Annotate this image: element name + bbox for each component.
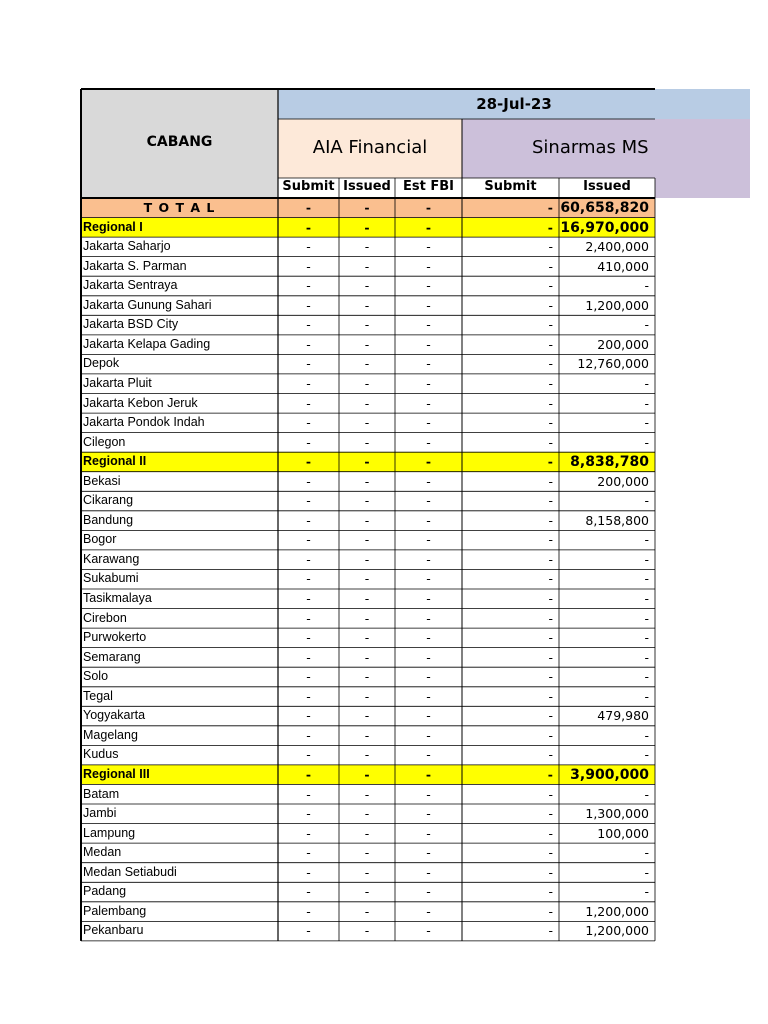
cell-issued2: - [644,591,649,606]
cell-issued2: 60,658,820 [560,200,649,216]
cell-issued2: 1,300,000 [585,806,649,822]
cell-submit: - [306,512,311,528]
cell-issued: - [364,297,370,313]
cell-submit: - [306,786,311,802]
cell-submit2: - [548,258,553,274]
branch-name: Regional I [83,219,143,234]
cell-submit2: - [548,317,553,333]
cell-issued2: - [644,532,649,548]
cell-submit: - [306,825,311,841]
cell-submit: - [306,610,311,626]
cell-issued2: - [644,415,649,431]
cell-issued2: - [644,845,649,861]
cell-issued2: 200,000 [597,473,649,489]
branch-name: Cirebon [83,610,127,625]
cell-est-fbi: - [426,493,431,509]
cell-issued2: - [644,395,649,411]
cell-est-fbi: - [426,630,431,646]
cell-issued: - [364,669,370,685]
branch-name: Regional II [83,454,147,469]
cell-issued: - [364,708,370,724]
cell-issued: - [364,884,370,900]
branch-name: Jakarta Kelapa Gading [83,336,211,351]
cell-submit2: - [548,532,553,548]
cell-submit: - [306,884,311,900]
branch-name: Tegal [83,688,113,703]
cell-submit2: - [548,493,553,509]
cell-submit2: - [548,806,553,822]
cell-submit2: - [548,669,553,685]
cell-issued2: 100,000 [597,825,649,841]
cell-est-fbi: - [426,884,431,900]
cell-est-fbi: - [426,649,431,665]
cell-submit2: - [548,356,553,372]
branch-name: Medan Setiabudi [83,864,177,879]
cell-issued: - [364,512,370,528]
cell-submit: - [306,336,311,352]
cell-submit: - [306,375,311,391]
cell-submit2: - [548,591,553,606]
cell-submit2: - [548,239,553,255]
cell-submit2: - [548,903,553,919]
cell-submit2: - [548,630,553,646]
branch-name: Palembang [83,903,147,918]
cell-est-fbi: - [426,571,431,587]
cell-issued2: - [644,317,649,333]
cell-submit: - [306,727,311,743]
cell-issued2: 8,158,800 [585,512,649,528]
cell-submit2: - [548,297,553,313]
branch-name: Yogyakarta [83,708,146,723]
cell-submit: - [306,688,311,704]
cell-submit: - [306,317,311,333]
cell-issued2: 410,000 [597,258,649,274]
cell-submit: - [306,395,311,411]
cell-issued: - [364,825,370,841]
branch-name: Jakarta Gunung Sahari [83,297,212,312]
cell-submit: - [305,766,312,782]
cell-est-fbi: - [426,512,431,528]
cell-submit: - [306,649,311,665]
cell-submit: - [306,356,311,372]
cell-issued: - [364,239,370,255]
cell-issued: - [364,766,370,782]
cell-submit2: - [548,923,553,939]
cell-issued2: - [644,649,649,665]
branch-name: Jakarta BSD City [83,317,179,332]
branch-name: Jakarta S. Parman [83,258,187,273]
cell-issued2: - [644,669,649,685]
cell-submit: - [306,708,311,724]
cell-submit2: - [548,747,553,763]
cell-issued: - [364,219,370,235]
col-issued-sinarmas: Issued [583,179,631,194]
cell-est-fbi: - [426,669,431,685]
cell-est-fbi: - [426,845,431,861]
cell-issued: - [364,454,370,470]
cell-submit2: - [548,473,553,489]
cell-submit2: - [548,708,553,724]
cell-submit2: - [548,688,553,704]
cell-issued2: - [644,434,649,450]
cell-est-fbi: - [426,395,431,411]
cell-submit2: - [547,219,553,235]
cell-issued: - [364,317,370,333]
cell-submit2: - [548,727,553,743]
cell-submit: - [306,297,311,313]
cell-est-fbi: - [426,532,431,548]
cell-est-fbi: - [426,923,431,939]
cell-issued2: - [644,278,649,294]
cell-issued: - [364,786,370,802]
branch-name: Jakarta Sentraya [83,278,178,293]
cell-submit2: - [548,864,553,880]
cell-submit: - [306,923,311,939]
cell-est-fbi: - [426,708,431,724]
branch-name: Cikarang [83,493,134,508]
cell-issued2: - [644,688,649,704]
cell-est-fbi: - [426,375,431,391]
cell-issued2: 1,200,000 [585,923,649,939]
cell-issued: - [364,200,370,215]
cell-est-fbi: - [426,336,431,352]
cell-submit2: - [547,766,553,782]
col-submit-sinarmas: Submit [484,179,537,194]
cell-est-fbi: - [426,473,431,489]
cell-submit2: - [548,551,553,567]
cell-est-fbi: - [426,610,431,626]
date-label: 28-Jul-23 [476,95,552,113]
cell-issued: - [364,610,370,626]
branch-name: Karawang [83,551,140,566]
branch-name: Cilegon [83,434,126,449]
cell-submit2: - [548,415,553,431]
cell-issued2: - [644,630,649,646]
cell-submit: - [306,532,311,548]
cell-issued2: 12,760,000 [577,356,649,372]
cell-issued: - [364,630,370,646]
cell-submit: - [306,278,311,294]
branch-name: Jambi [83,806,117,821]
branch-name: Jakarta Pluit [83,375,152,390]
cell-issued: - [364,923,370,939]
cell-est-fbi: - [426,747,431,763]
cell-est-fbi: - [426,864,431,880]
cell-issued2: - [644,610,649,626]
cell-est-fbi: - [426,258,431,274]
cell-submit: - [306,239,311,255]
cell-submit: - [305,454,312,470]
branch-name: Bogor [83,532,117,547]
cell-submit: - [306,845,311,861]
cell-submit: - [306,806,311,822]
cell-issued: - [364,493,370,509]
col-issued-aia: Issued [343,179,391,194]
cell-submit2: - [548,512,553,528]
branch-name: T O T A L [143,200,216,215]
cell-issued2: 16,970,000 [560,219,649,236]
cell-submit2: - [548,336,553,352]
cell-submit: - [306,551,311,567]
cell-submit2: - [548,884,553,900]
cell-submit2: - [548,786,553,802]
cell-submit: - [306,434,311,450]
cell-submit2: - [548,395,553,411]
cell-issued2: 200,000 [597,336,649,352]
cell-est-fbi: - [426,356,431,372]
cell-issued: - [364,278,370,294]
cell-submit: - [306,415,311,431]
branch-name: Purwokerto [83,630,147,645]
cell-issued2: - [644,727,649,743]
cell-submit2: - [547,200,553,215]
branch-name: Solo [83,669,109,684]
cell-est-fbi: - [425,454,432,470]
branch-name: Depok [83,356,120,371]
cell-est-fbi: - [426,727,431,743]
branch-name: Jakarta Pondok Indah [83,415,205,430]
cell-est-fbi: - [426,297,431,313]
branch-name: Jakarta Kebon Jeruk [83,395,198,410]
cell-est-fbi: - [426,806,431,822]
branch-name: Magelang [83,727,138,742]
cell-issued: - [364,375,370,391]
sinarmas-label: Sinarmas MS [532,137,649,158]
cell-issued2: - [644,551,649,567]
cell-issued: - [364,845,370,861]
cell-est-fbi: - [426,239,431,255]
cell-submit2: - [548,375,553,391]
cell-issued2: - [644,493,649,509]
branch-name: Medan [83,845,122,860]
cell-submit: - [306,591,311,606]
cell-est-fbi: - [426,278,431,294]
cell-est-fbi: - [426,317,431,333]
cell-issued2: 3,900,000 [570,766,649,783]
cell-issued: - [364,864,370,880]
cell-issued2: - [644,747,649,763]
cell-submit2: - [548,434,553,450]
cell-issued2: 1,200,000 [585,903,649,919]
cell-est-fbi: - [425,219,432,235]
col-submit-aia: Submit [282,179,335,194]
cell-issued2: 2,400,000 [585,239,649,255]
cell-issued2: - [644,786,649,802]
cell-submit2: - [547,454,553,470]
branch-name: Padang [83,884,127,899]
cell-issued2: - [644,571,649,587]
cell-submit: - [305,200,312,215]
cell-issued: - [364,434,370,450]
cell-est-fbi: - [426,415,431,431]
branch-name: Regional III [83,766,150,781]
cell-submit: - [306,493,311,509]
cell-issued: - [364,415,370,431]
cell-est-fbi: - [425,766,432,782]
cell-est-fbi: - [426,903,431,919]
col-est-fbi: Est FBI [403,179,454,194]
cell-issued: - [364,806,370,822]
cell-issued: - [364,649,370,665]
cell-submit2: - [548,845,553,861]
cell-est-fbi: - [426,551,431,567]
cell-submit: - [306,903,311,919]
branch-name: Batam [83,786,120,801]
branch-name: Lampung [83,825,136,840]
branch-name: Bandung [83,512,134,527]
branch-name: Tasikmalaya [83,591,152,605]
cell-issued2: 8,838,780 [570,454,649,471]
branch-name: Pekanbaru [83,923,144,938]
cell-submit2: - [548,649,553,665]
cell-submit: - [306,747,311,763]
cell-issued: - [364,336,370,352]
cell-submit: - [306,864,311,880]
cell-est-fbi: - [426,786,431,802]
cell-issued2: 479,980 [597,708,649,724]
cell-submit2: - [548,825,553,841]
branch-name: Sukabumi [83,571,139,586]
cell-issued: - [364,903,370,919]
branch-name: Bekasi [83,473,121,488]
cell-est-fbi: - [426,434,431,450]
cell-issued: - [364,551,370,567]
cell-issued2: - [644,864,649,880]
branch-name: Semarang [83,649,141,664]
cell-issued: - [364,727,370,743]
cell-est-fbi: - [426,825,431,841]
cell-submit: - [306,669,311,685]
cell-issued: - [364,473,370,489]
cell-submit2: - [548,278,553,294]
cell-issued2: 1,200,000 [585,297,649,313]
cell-submit: - [306,630,311,646]
cell-issued: - [364,571,370,587]
cell-est-fbi: - [425,200,432,215]
cell-submit2: - [548,610,553,626]
cell-submit: - [306,571,311,587]
cell-submit2: - [548,571,553,587]
branch-name: Kudus [83,747,119,762]
cell-issued: - [364,395,370,411]
cell-issued: - [364,532,370,548]
cell-issued2: - [644,375,649,391]
cell-issued: - [364,591,370,606]
cell-issued: - [364,688,370,704]
cell-est-fbi: - [426,591,431,606]
cell-submit: - [306,473,311,489]
cell-issued: - [364,356,370,372]
cell-submit: - [305,219,312,235]
cell-issued: - [364,747,370,763]
aia-financial-label: AIA Financial [312,137,428,158]
cabang-label: CABANG [146,134,213,150]
cell-submit: - [306,258,311,274]
cell-est-fbi: - [426,688,431,704]
branch-name: Jakarta Saharjo [83,239,171,254]
cell-issued2: - [644,884,649,900]
cell-issued: - [364,258,370,274]
